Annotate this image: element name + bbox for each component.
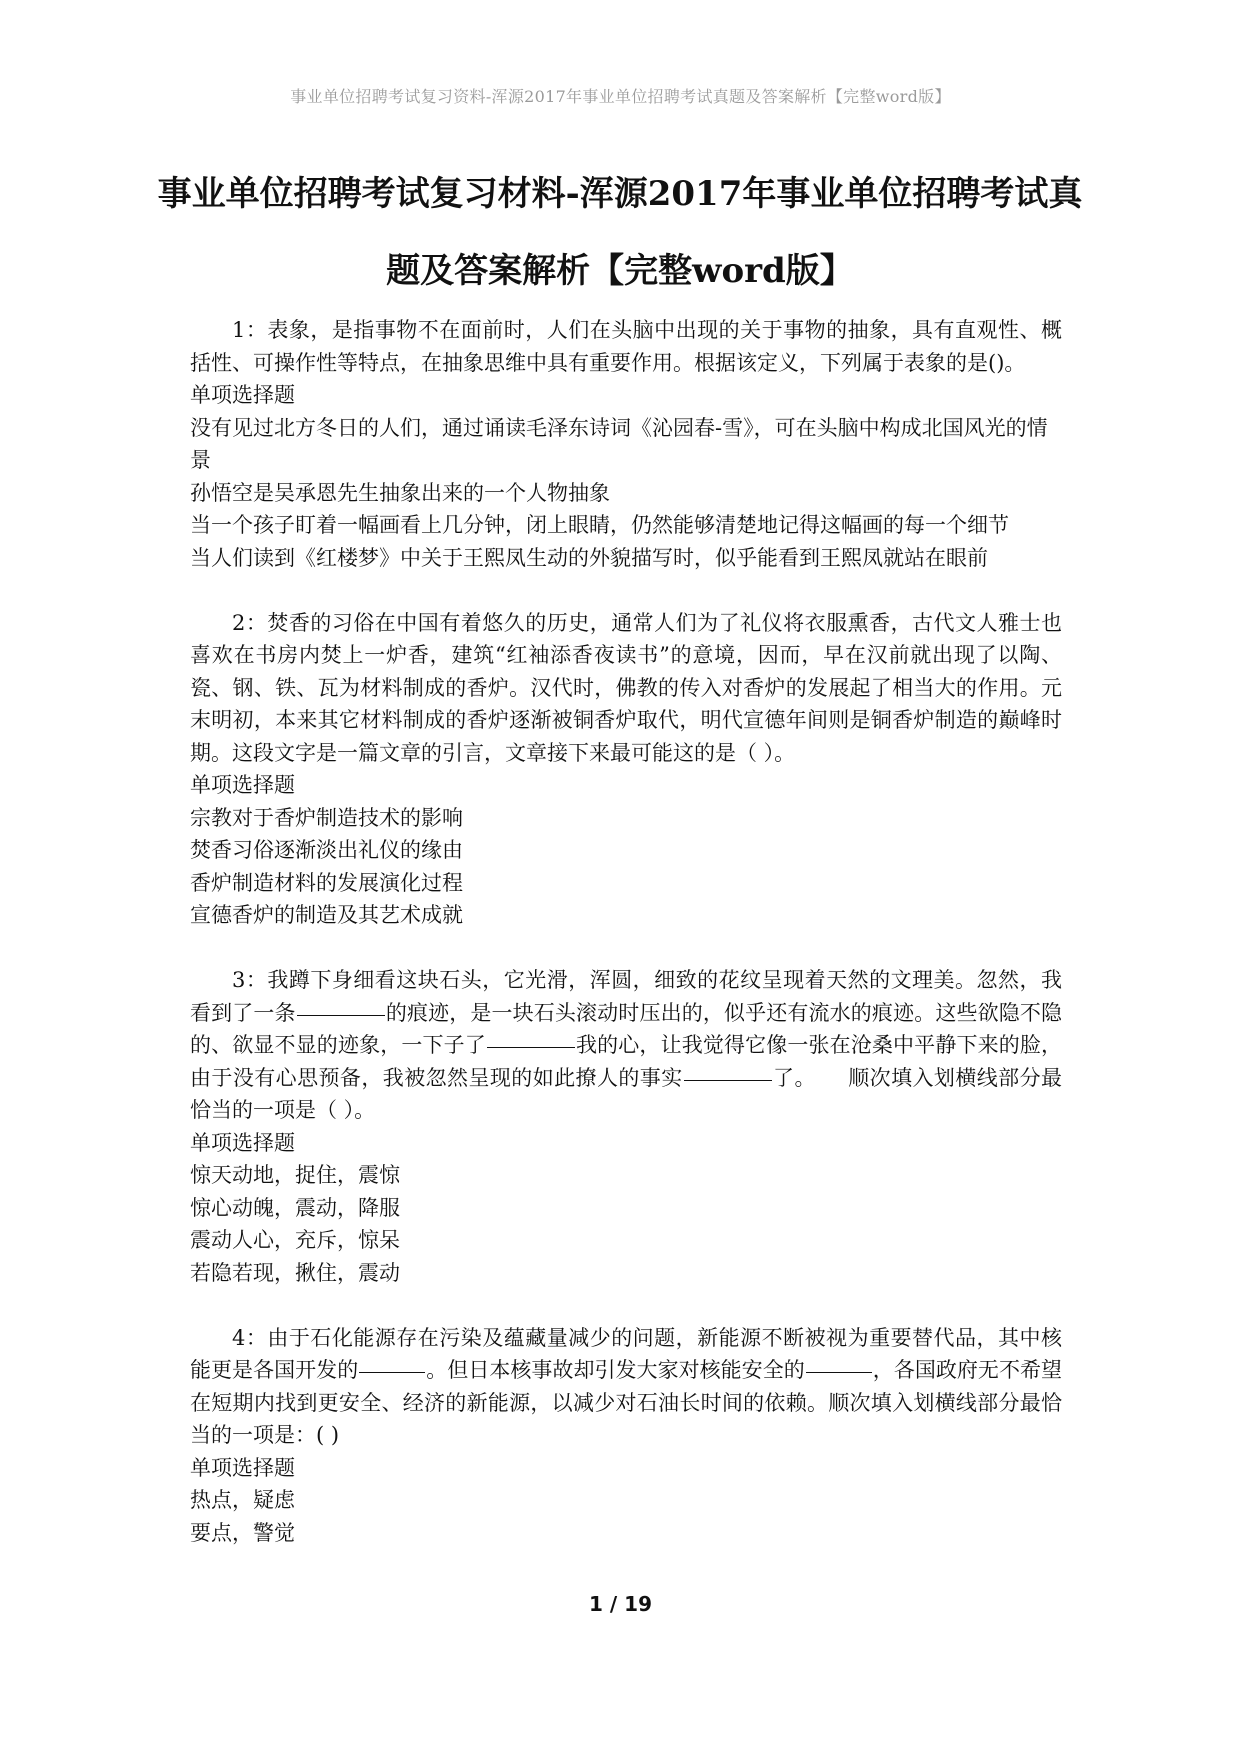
stem-text: ，各国政府无不希望在短期内找到更安全、经济的新能源，以减少对石油长时间的依赖。顺次填入划横线部分最恰当的一项是：( ) [190, 1358, 1063, 1447]
stem-text: 的痕迹，是一块石头滚动时压出的，似乎还有流水的痕迹。这些欲隐不隐的、欲显不显的迹象，一下子了 [190, 1000, 1063, 1057]
running-header: 事业单位招聘考试复习资料-浑源2017年事业单位招聘考试真题及答案解析【完整word版】 [290, 87, 951, 106]
question-4 [190, 1322, 1062, 1550]
question-3 [190, 964, 1062, 1289]
fill-in-blank-line [806, 1371, 872, 1373]
answer-option: 当一个孩子盯着一幅画看上几分钟，闭上眼睛，仍然能够清楚地记得这幅画的每一个细节 [190, 513, 1009, 537]
answer-option: 香炉制造材料的发展演化过程 [190, 870, 463, 895]
question-type-label: 单项选择题 [190, 1455, 295, 1480]
document-body [190, 314, 1062, 1582]
fill-in-blank-line [487, 1046, 575, 1048]
answer-option: 要点，警觉 [190, 1520, 295, 1545]
answer-option: 惊天动地，捉住，震惊 [190, 1163, 400, 1187]
stem-text: 2：焚香的习俗在中国有着悠久的历史，通常人们为了礼仪将衣服熏香，古代文人雅士也喜欢在书房内焚上一炉香，建筑“红袖添香夜读书”的意境，因而，早在汉前就出现了以陶、瓷、钢、铁、瓦为材料制成的香炉。汉代时，佛教的传入对香炉的发展起了相当大的作用。元末明初，本来其它材料制成的香炉逐渐被铜香炉取代，明代宣德年间则是铜香炉制造的巅峰时期。这段文字是一篇文章的引言，文章接下来最可能这的是（ ）。 [190, 610, 1062, 765]
stem-text: 3：我蹲下身细看这块石头，它光滑，浑圆，细致的花纹呈现着天然的文理美。忽然，我看到了一条 [190, 968, 1062, 1025]
question-2 [190, 607, 1062, 932]
stem-text: 4：由于石化能源存在污染及蕴藏量减少的问题，新能源不断被视为重要替代品，其中核能更是各国开发的 [190, 1325, 1062, 1382]
stem-text: 1：表象，是指事物不在面前时，人们在头脑中出现的关于事物的抽象，具有直观性、概括性、可操作性等特点，在抽象思维中具有重要作用。根据该定义，下列属于表象的是()。 [190, 318, 1062, 375]
question-stem [190, 607, 1062, 770]
question-1 [190, 314, 1062, 574]
answer-option: 孙悟空是吴承恩先生抽象出来的一个人物抽象 [190, 480, 610, 505]
answer-option: 当人们读到《红楼梦》中关于王熙凤生动的外貌描写时，似乎能看到王熙凤就站在眼前 [190, 545, 988, 570]
document-title: 事业单位招聘考试复习材料-浑源2017年事业单位招聘考试真题及答案解析【完整word版】 [157, 174, 1083, 291]
answer-option: 没有见过北方冬日的人们，通过诵读毛泽东诗词《沁园春-雪》，可在头脑中构成北国风光的情景 [190, 415, 1048, 472]
stem-text: 了。 顺次填入划横线部分最恰当的一项是（ ）。 [190, 1065, 1063, 1122]
answer-option: 震动人心，充斥，惊呆 [190, 1228, 400, 1252]
question-stem [190, 1322, 1062, 1452]
stem-text: 我的心，让我觉得它像一张在沧桑中平静下来的脸，由于没有心思预备，我被忽然呈现的如此撩人的事实 [190, 1033, 1062, 1090]
question-type-label: 单项选择题 [190, 1130, 295, 1155]
fill-in-blank-line [359, 1371, 425, 1373]
answer-option: 惊心动魄，震动，降服 [190, 1195, 400, 1220]
answer-option: 焚香习俗逐渐淡出礼仪的缘由 [190, 838, 463, 862]
question-type-label: 单项选择题 [190, 773, 295, 797]
fill-in-blank-line [684, 1079, 772, 1081]
answer-option: 若隐若现，揪住，震动 [190, 1260, 400, 1285]
page-number: 1 / 19 [589, 1592, 652, 1616]
question-stem [190, 314, 1062, 379]
stem-text: 。但日本核事故却引发大家对核能安全的 [426, 1358, 805, 1382]
answer-option: 宗教对于香炉制造技术的影响 [190, 805, 463, 830]
question-type-label: 单项选择题 [190, 383, 295, 407]
fill-in-blank-line [297, 1014, 385, 1016]
answer-option: 宣德香炉的制造及其艺术成就 [190, 903, 463, 927]
question-stem [190, 964, 1062, 1127]
answer-option: 热点，疑虑 [190, 1488, 295, 1512]
